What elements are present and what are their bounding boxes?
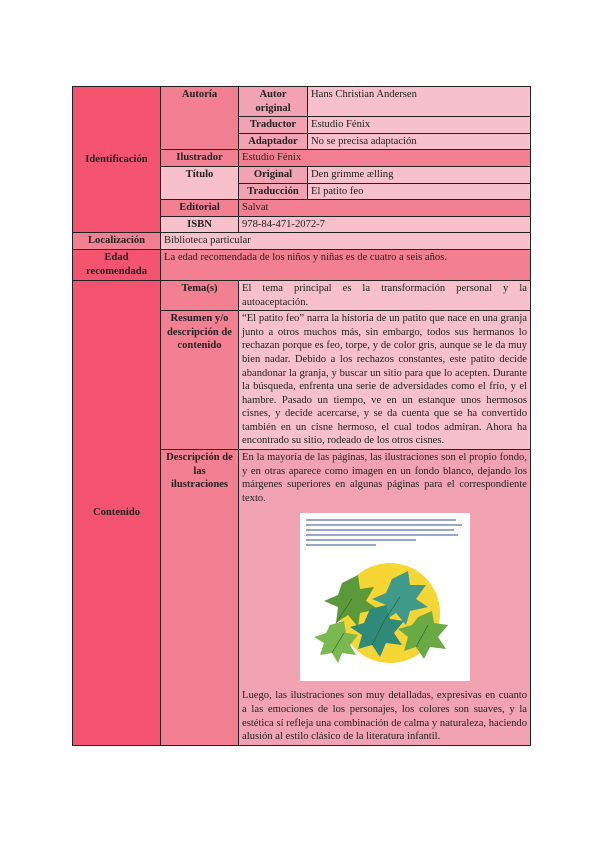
- adaptador-label: Adaptador: [239, 133, 308, 150]
- editorial-label: Editorial: [161, 200, 239, 217]
- ilustraciones-label: Descripción de las ilustraciones: [161, 450, 239, 746]
- titulo-traduccion-value: El patito feo: [308, 183, 531, 200]
- book-illustration-image: [300, 513, 470, 681]
- isbn-value: 978-84-471-2072-7: [239, 216, 531, 233]
- ilustraciones-text-1: En la mayoría de las páginas, las ilustraciones son el propio fondo, y en otras aparece como imagen en un fondo blanco, dejando los márgenes superiores en algunas páginas para el correspondiente texto.: [242, 452, 527, 504]
- autor-original-label: Autor original: [239, 87, 308, 117]
- autoria-label: Autoría: [161, 87, 239, 150]
- ficha-table: [72, 86, 531, 746]
- titulo-original-label: Original: [239, 166, 308, 183]
- edad-label: Edad recomendada: [73, 249, 161, 280]
- identificacion-label: Identificación: [73, 87, 161, 233]
- contenido-label: Contenido: [73, 280, 161, 745]
- resumen-label: Resumen y/o descripción de contenido: [161, 311, 239, 450]
- editorial-value: Salvat: [239, 200, 531, 217]
- leaves-sun-illustration: [300, 513, 470, 681]
- adaptador-value: No se precisa adaptación: [308, 133, 531, 150]
- titulo-label: Título: [161, 166, 239, 199]
- ilustraciones-cell: [239, 450, 531, 746]
- titulo-traduccion-label: Traducción: [239, 183, 308, 200]
- isbn-label: ISBN: [161, 216, 239, 233]
- autor-original-value: Hans Christian Andersen: [308, 87, 531, 117]
- traductor-value: Estudio Fénix: [308, 117, 531, 134]
- tema-value: El tema principal es la transformación personal y la autoaceptación.: [239, 280, 531, 310]
- titulo-original-value: Den grimme ælling: [308, 166, 531, 183]
- ilustraciones-text-2: Luego, las ilustraciones son muy detalladas, expresivas en cuanto a las emociones de los personajes, los colores son suaves, y la estética sí refleja una combinación de calma y naturaleza, haciendo alusión al estilo clásico de la literatura infantil.: [242, 690, 527, 743]
- localizacion-value: Biblioteca particular: [161, 233, 531, 250]
- tema-label: Tema(s): [161, 280, 239, 310]
- ilustrador-value: Estudio Fénix: [239, 150, 531, 167]
- traductor-label: Traductor: [239, 117, 308, 134]
- localizacion-label: Localización: [73, 233, 161, 250]
- edad-value: La edad recomendada de los niños y niñas es de cuatro a seis años.: [161, 249, 531, 280]
- ilustrador-label: Ilustrador: [161, 150, 239, 167]
- resumen-value: “El patito feo” narra la historia de un patito que nace en una granja junto a otros muchos más, sin embargo, todos sus hermanos lo rechazan porque es feo, torpe, y de color gris, aunque se le da muy bien nadar. Debido a los rechazos constantes, este patito decide abandonar la granja, y buscar un sitio para que lo acepten. Durante la búsqueda, enfrenta una serie de adversidades como el frío, y el hambre. Pasado un tiempo, ve en un estanque unos hermosos cisnes, y decide acercarse, y se da cuenta que se ha convertido también en un cisne hermoso, el cual todos admiran. Ahora ha encontrado su sitio, rodeado de los otros cisnes.: [239, 311, 531, 450]
